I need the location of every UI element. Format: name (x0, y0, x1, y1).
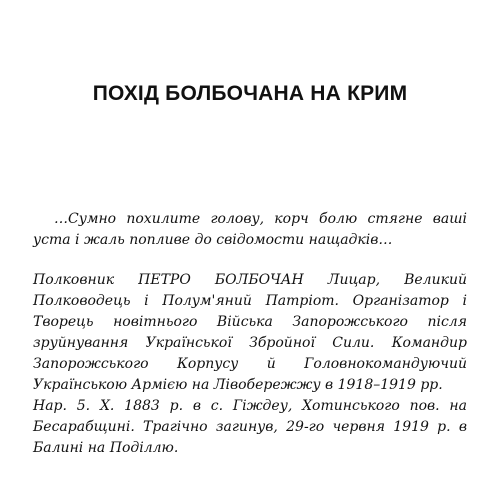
biography-paragraph: Полковник ПЕТРО БОЛБОЧАН Лицар, Великий Полководець і Полум'яний Патріот. Організатор і Творець новітнього Війська Запорожського після зруйнування Української Збройної Сили. Командир Запорожського Корпусу й Головнокомандуючий Українською Армією на Лівобережжу в 1918–1919 рр. (33, 272, 467, 393)
epigraph-text: …Сумно похилите голову, корч болю стягне ваші уста і жаль попливе до свідомости нащадків… (33, 211, 467, 248)
document-title: ПОХІД БОЛБОЧАНА НА КРИМ (92, 82, 408, 105)
birth-death-paragraph: Нар. 5. X. 1883 р. в с. Гіждеу, Хотинського пов. на Бесарабщині. Трагічно загинув, 29-го червня 1919 р. в Балині на Поділлю. (33, 398, 467, 456)
biography-section (33, 270, 467, 459)
